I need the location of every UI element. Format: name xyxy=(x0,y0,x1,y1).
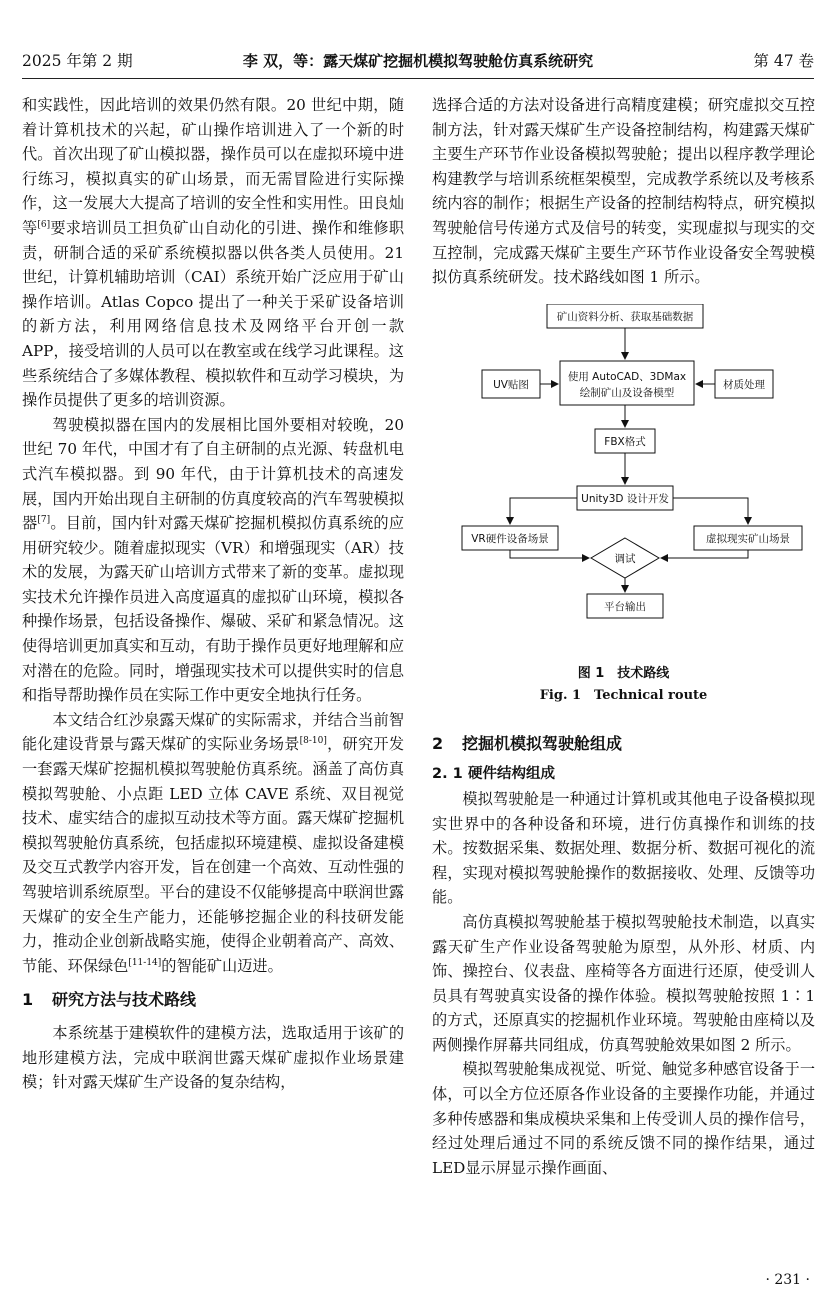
paragraph: 本文结合红沙泉露天煤矿的实际需求，并结合当前智能化建设背景与露天煤矿的实际业务场景[8-10]，研究开发一套露天煤矿挖掘机模拟驾驶舱仿真系统。涵盖了高仿真模拟驾驶舱、小点距 LED 立体 CAVE 系统、双目视觉技术、虚实结合的虚拟互动技术等方面。露天煤矿挖掘机模拟驾驶舱仿真系统，包括虚拟环境建模、虚拟设备建模及交互式教学内容开发，旨在创建一个高效、互动性强的驾驶培训系统原型。平台的建设不仅能够提高中联润世露天煤矿的安全生产能力，还能够挖掘企业的科技研发能力，推动企业创新战略实施，使得企业朝着高产、高效、节能、环保绿色[11-14]的智能矿山迈进。 xyxy=(22,710,405,975)
paragraph: 选择合适的方法对设备进行高精度建模；研究虚拟交互控制方法，针对露天煤矿生产设备控制结构，构建露天煤矿主要生产环节作业设备模拟驾驶舱；提出以程序教学理论构建教学与培训系统框架模型，完成教学系统以及考核系统内容的制作；根据生产设备的控制结构特点，研究模拟驾驶舱信号传递方式及信号的转变，实现虚拟与现实的交互控制，完成露天煤矿主要生产环节作业设备安全驾驶模拟仿真系统研发。技术路线如图 1 所示。 xyxy=(432,96,815,287)
subsection-heading: 2. 1 硬件结构组成 xyxy=(432,766,555,783)
figure-caption-zh: 图 1 技术路线 xyxy=(577,665,670,681)
box-output-label: 平台输出 xyxy=(604,600,646,613)
page-header xyxy=(22,46,814,76)
box-data-analysis-label: 矿山资料分析、获取基础数据 xyxy=(556,310,694,323)
journal-issue: 2025 年第 2 期 xyxy=(22,52,133,70)
figure-caption-en: Fig. 1 Technical route xyxy=(539,687,708,703)
citation: [8-10] xyxy=(299,736,327,747)
box-modeling-label-2: 绘制矿山及设备模型 xyxy=(579,386,675,399)
technical-route-figure xyxy=(432,304,815,704)
paragraph: 高仿真模拟驾驶舱基于模拟驾驶舱技术制造，以真实露天矿生产作业设备驾驶舱为原型，从外形、材质、内饰、操控台、仪表盘、座椅等各方面进行还原，使受训人员具有驾驶真实设备的操作体验。模拟驾驶舱按照 1∶1 的方式，还原真实的挖掘机作业环境。驾驶舱由座椅以及两侧操作屏幕共同组成，仿真驾驶舱效果如图 2 所示。 xyxy=(432,912,815,1054)
box-uv-label: UV贴图 xyxy=(493,378,529,391)
paragraph: 模拟驾驶舱是一种通过计算机或其他电子设备模拟现实世界中的各种设备和环境，进行仿真操作和训练的技术。按数据采集、数据处理、数据分析、数据可视化的流程，实现对模拟驾驶舱操作的数据接收、处理、反馈等功能。 xyxy=(432,789,815,907)
diamond-debug-label: 调试 xyxy=(614,552,636,565)
flowchart xyxy=(432,304,815,649)
paragraph: 模拟驾驶舱集成视觉、听觉、触觉多种感官设备于一体，可以全方位还原各作业设备的主要操作功能，并通过多种传感器和集成模块采集和上传受训人员的操作信号，经过处理后通过不同的系统反馈不同的操作结果，通过LED显示屏显示操作画面、 xyxy=(432,1060,815,1177)
section-heading: 1 研究方法与技术路线 xyxy=(22,990,197,1010)
left-column xyxy=(22,93,404,1095)
journal-volume: 第 47 卷 xyxy=(753,52,814,70)
citation: [6] xyxy=(37,219,51,230)
box-fbx-label: FBX格式 xyxy=(604,435,646,448)
header-rule xyxy=(22,78,814,79)
box-material-label: 材质处理 xyxy=(723,378,765,391)
paragraph: 驾驶模拟器在国内的发展相比国外要相对较晚，20 世纪 70 年代，中国才有了自主研制的点光源、转盘机电式汽车模拟器。到 90 年代，由于计算机技术的高速发展，国内开始出现自主研制的仿真度较高的汽车驾驶模拟器[7]。目前，国内针对露天煤矿挖掘机模拟仿真系统的应用研究较少。随着虚拟现实（VR）和增强现实（AR）技术的发展，为露天矿山培训方式带来了新的变革。虚拟现实技术允许操作员进入高度逼真的虚拟矿山环境，模拟各种操作场景，包括设备操作、爆破、采矿和紧急情况。这使得培训更加真实和互动，有助于操作员更好地理解和应对潜在的危险。同时，增强现实技术可以提供实时的信息和指导帮助操作员在实际工作中更安全地执行任务。 xyxy=(22,415,405,705)
box-modeling-label-1: 使用 AutoCAD、3DMax xyxy=(567,370,687,383)
box-vr-label: VR硬件设备场景 xyxy=(471,532,549,545)
box-unity-label: Unity3D 设计开发 xyxy=(581,492,669,505)
citation: [7] xyxy=(37,515,51,526)
running-title: 李 双，等：露天煤矿挖掘机模拟驾驶舱仿真系统研究 xyxy=(242,52,594,70)
box-virtual-label: 虚拟现实矿山场景 xyxy=(706,532,790,545)
paragraph: 本系统基于建模软件的建模方法，选取适用于该矿的地形建模方法，完成中联润世露天煤矿虚拟作业场景建模；针对露天煤矿生产设备的复杂结构， xyxy=(22,1023,404,1092)
citation: [11-14] xyxy=(128,957,162,968)
section-heading: 2 挖掘机模拟驾驶舱组成 xyxy=(432,733,623,753)
paragraph: 和实践性，因此培训的效果仍然有限。20 世纪中期，随着计算机技术的兴起，矿山操作培训进入了一个新的时代。首次出现了矿山模拟器，操作员可以在虚拟环境中进行练习，模拟真实的矿山场景，而无需冒险进行实际操作，这一发展大大提高了培训的安全性和实用性。田良灿等[6]要求培训员工担负矿山自动化的引进、操作和维修职责，研制合适的采矿系统模拟器以供各类人员使用。21 世纪，计算机辅助培训（CAI）系统开始广泛应用于矿山操作培训。Atlas Copco 提出了一种关于采矿设备培训的新方法，利用网络信息技术及网络平台开创一款 APP，接受培训的人员可以在教室或在线学习此课程。这些系统结合了多媒体教程、模拟软件和互动学习模块，为操作员提供了更多的培训资源。 xyxy=(22,96,405,410)
right-column xyxy=(432,93,815,1180)
page-number: · 231 · xyxy=(765,1272,810,1288)
